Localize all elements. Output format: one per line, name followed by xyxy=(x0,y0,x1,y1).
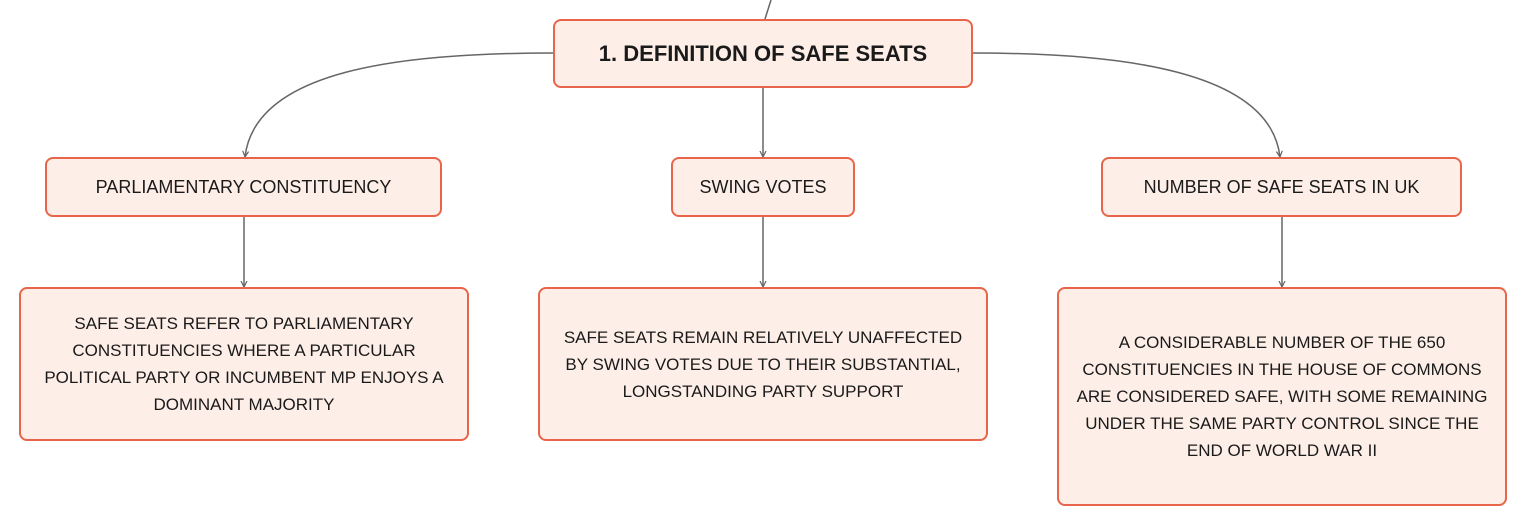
topic-node-label: NUMBER OF SAFE SEATS IN UK xyxy=(1143,176,1420,197)
root-node[interactable] xyxy=(553,19,973,88)
root-to-number-of-safe-seats-connector xyxy=(973,53,1280,157)
root-node-label: 1. DEFINITION OF SAFE SEATS xyxy=(598,40,928,66)
topic-node-label: SWING VOTES xyxy=(699,176,827,197)
detail-node-number-of-safe-seats[interactable] xyxy=(1057,287,1507,506)
detail-node-text: SAFE SEATS REFER TO PARLIAMENTARY CONSTITUENCIES WHERE A PARTICULAR POLITICAL PARTY OR INCUMBENT MP ENJOYS A DOMINANT MAJORITY xyxy=(44,314,444,414)
detail-node-parliamentary-constituency[interactable] xyxy=(19,287,469,441)
topic-node-number-of-safe-seats[interactable] xyxy=(1101,157,1462,217)
topic-node-swing-votes[interactable] xyxy=(671,157,855,217)
detail-node-swing-votes[interactable] xyxy=(538,287,988,441)
topic-node-parliamentary-constituency[interactable] xyxy=(45,157,442,217)
root-to-parliamentary-constituency-connector xyxy=(245,53,553,157)
incoming-parent-connector xyxy=(765,0,771,19)
detail-node-text: A CONSIDERABLE NUMBER OF THE 650 CONSTITUENCIES IN THE HOUSE OF COMMONS ARE CONSIDERED SAFE, WITH SOME REMAINING UNDER THE SAME PARTY CONTROL SINCE THE END OF WORLD WAR II xyxy=(1076,333,1488,460)
detail-node-text: SAFE SEATS REMAIN RELATIVELY UNAFFECTED BY SWING VOTES DUE TO THEIR SUBSTANTIAL, LONGSTANDING PARTY SUPPORT xyxy=(563,327,963,401)
topic-node-label: PARLIAMENTARY CONSTITUENCY xyxy=(95,176,392,197)
